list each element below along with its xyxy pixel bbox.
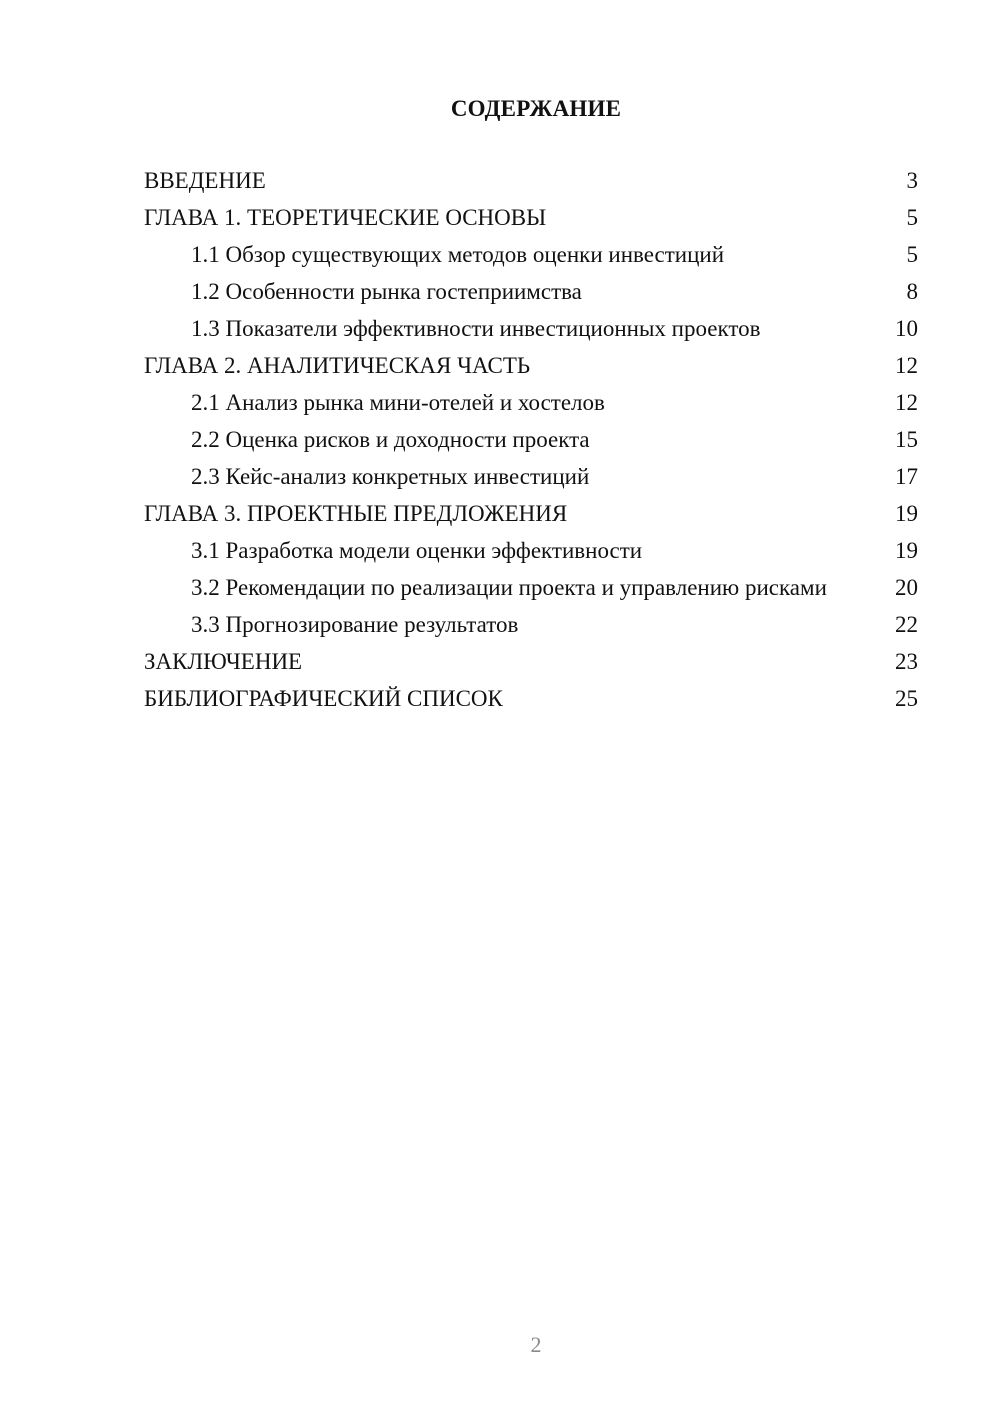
toc-entry-page: 5 <box>906 242 918 267</box>
toc-entry-label: ГЛАВА 1. ТЕОРЕТИЧЕСКИЕ ОСНОВЫ <box>144 205 547 230</box>
toc-entry-label: 2.2 Оценка рисков и доходности проекта <box>191 427 590 452</box>
toc-entry-label: ГЛАВА 2. АНАЛИТИЧЕСКАЯ ЧАСТЬ <box>144 353 531 378</box>
table-of-contents <box>144 168 920 723</box>
page-number: 2 <box>530 1332 542 1357</box>
toc-entry-introduction[interactable] <box>144 168 920 194</box>
toc-entry-page: 3 <box>906 168 918 193</box>
toc-entry-bibliography[interactable] <box>144 686 920 712</box>
toc-entry-chapter-2[interactable] <box>144 353 920 379</box>
toc-entry-page: 19 <box>895 501 918 526</box>
toc-entry-page: 25 <box>895 686 918 711</box>
toc-entry-section-3-1[interactable] <box>144 538 920 564</box>
toc-entry-section-3-3[interactable] <box>144 612 920 638</box>
toc-entry-page: 5 <box>906 205 918 230</box>
toc-entry-label: 3.3 Прогнозирование результатов <box>191 612 519 637</box>
toc-entry-page: 8 <box>906 279 918 304</box>
toc-entry-label: 1.3 Показатели эффективности инвестиционных проектов <box>191 316 761 341</box>
toc-entry-section-1-1[interactable] <box>144 242 920 268</box>
toc-entry-page: 12 <box>895 390 918 415</box>
toc-entry-label: 1.1 Обзор существующих методов оценки инвестиций <box>191 242 725 267</box>
toc-entry-section-3-2[interactable] <box>144 575 920 601</box>
toc-entry-label: ВВЕДЕНИЕ <box>144 168 266 193</box>
toc-entry-page: 20 <box>895 575 918 600</box>
toc-entry-page: 23 <box>895 649 918 674</box>
toc-entry-label: 2.3 Кейс-анализ конкретных инвестиций <box>191 464 590 489</box>
toc-entry-chapter-3[interactable] <box>144 501 920 527</box>
toc-entry-label: ГЛАВА 3. ПРОЕКТНЫЕ ПРЕДЛОЖЕНИЯ <box>144 501 568 526</box>
toc-entry-section-1-2[interactable] <box>144 279 920 305</box>
toc-entry-conclusion[interactable] <box>144 649 920 675</box>
toc-entry-label: БИБЛИОГРАФИЧЕСКИЙ СПИСОК <box>144 686 503 711</box>
toc-entry-section-2-1[interactable] <box>144 390 920 416</box>
toc-entry-page: 15 <box>895 427 918 452</box>
toc-entry-page: 12 <box>895 353 918 378</box>
toc-entry-label: ЗАКЛЮЧЕНИЕ <box>144 649 303 674</box>
toc-entry-section-2-3[interactable] <box>144 464 920 490</box>
toc-entry-label: 2.1 Анализ рынка мини-отелей и хостелов <box>191 390 605 415</box>
page-title: СОДЕРЖАНИЕ <box>450 96 622 121</box>
toc-entry-page: 19 <box>895 538 918 563</box>
toc-entry-label: 3.2 Рекомендации по реализации проекта и управлению рисками <box>191 575 827 600</box>
toc-entry-label: 3.1 Разработка модели оценки эффективности <box>191 538 643 563</box>
toc-entry-chapter-1[interactable] <box>144 205 920 231</box>
toc-entry-page: 17 <box>895 464 918 489</box>
toc-entry-page: 10 <box>895 316 918 341</box>
toc-entry-section-2-2[interactable] <box>144 427 920 453</box>
toc-entry-section-1-3[interactable] <box>144 316 920 342</box>
toc-entry-label: 1.2 Особенности рынка гостеприимства <box>191 279 582 304</box>
toc-entry-page: 22 <box>895 612 918 637</box>
